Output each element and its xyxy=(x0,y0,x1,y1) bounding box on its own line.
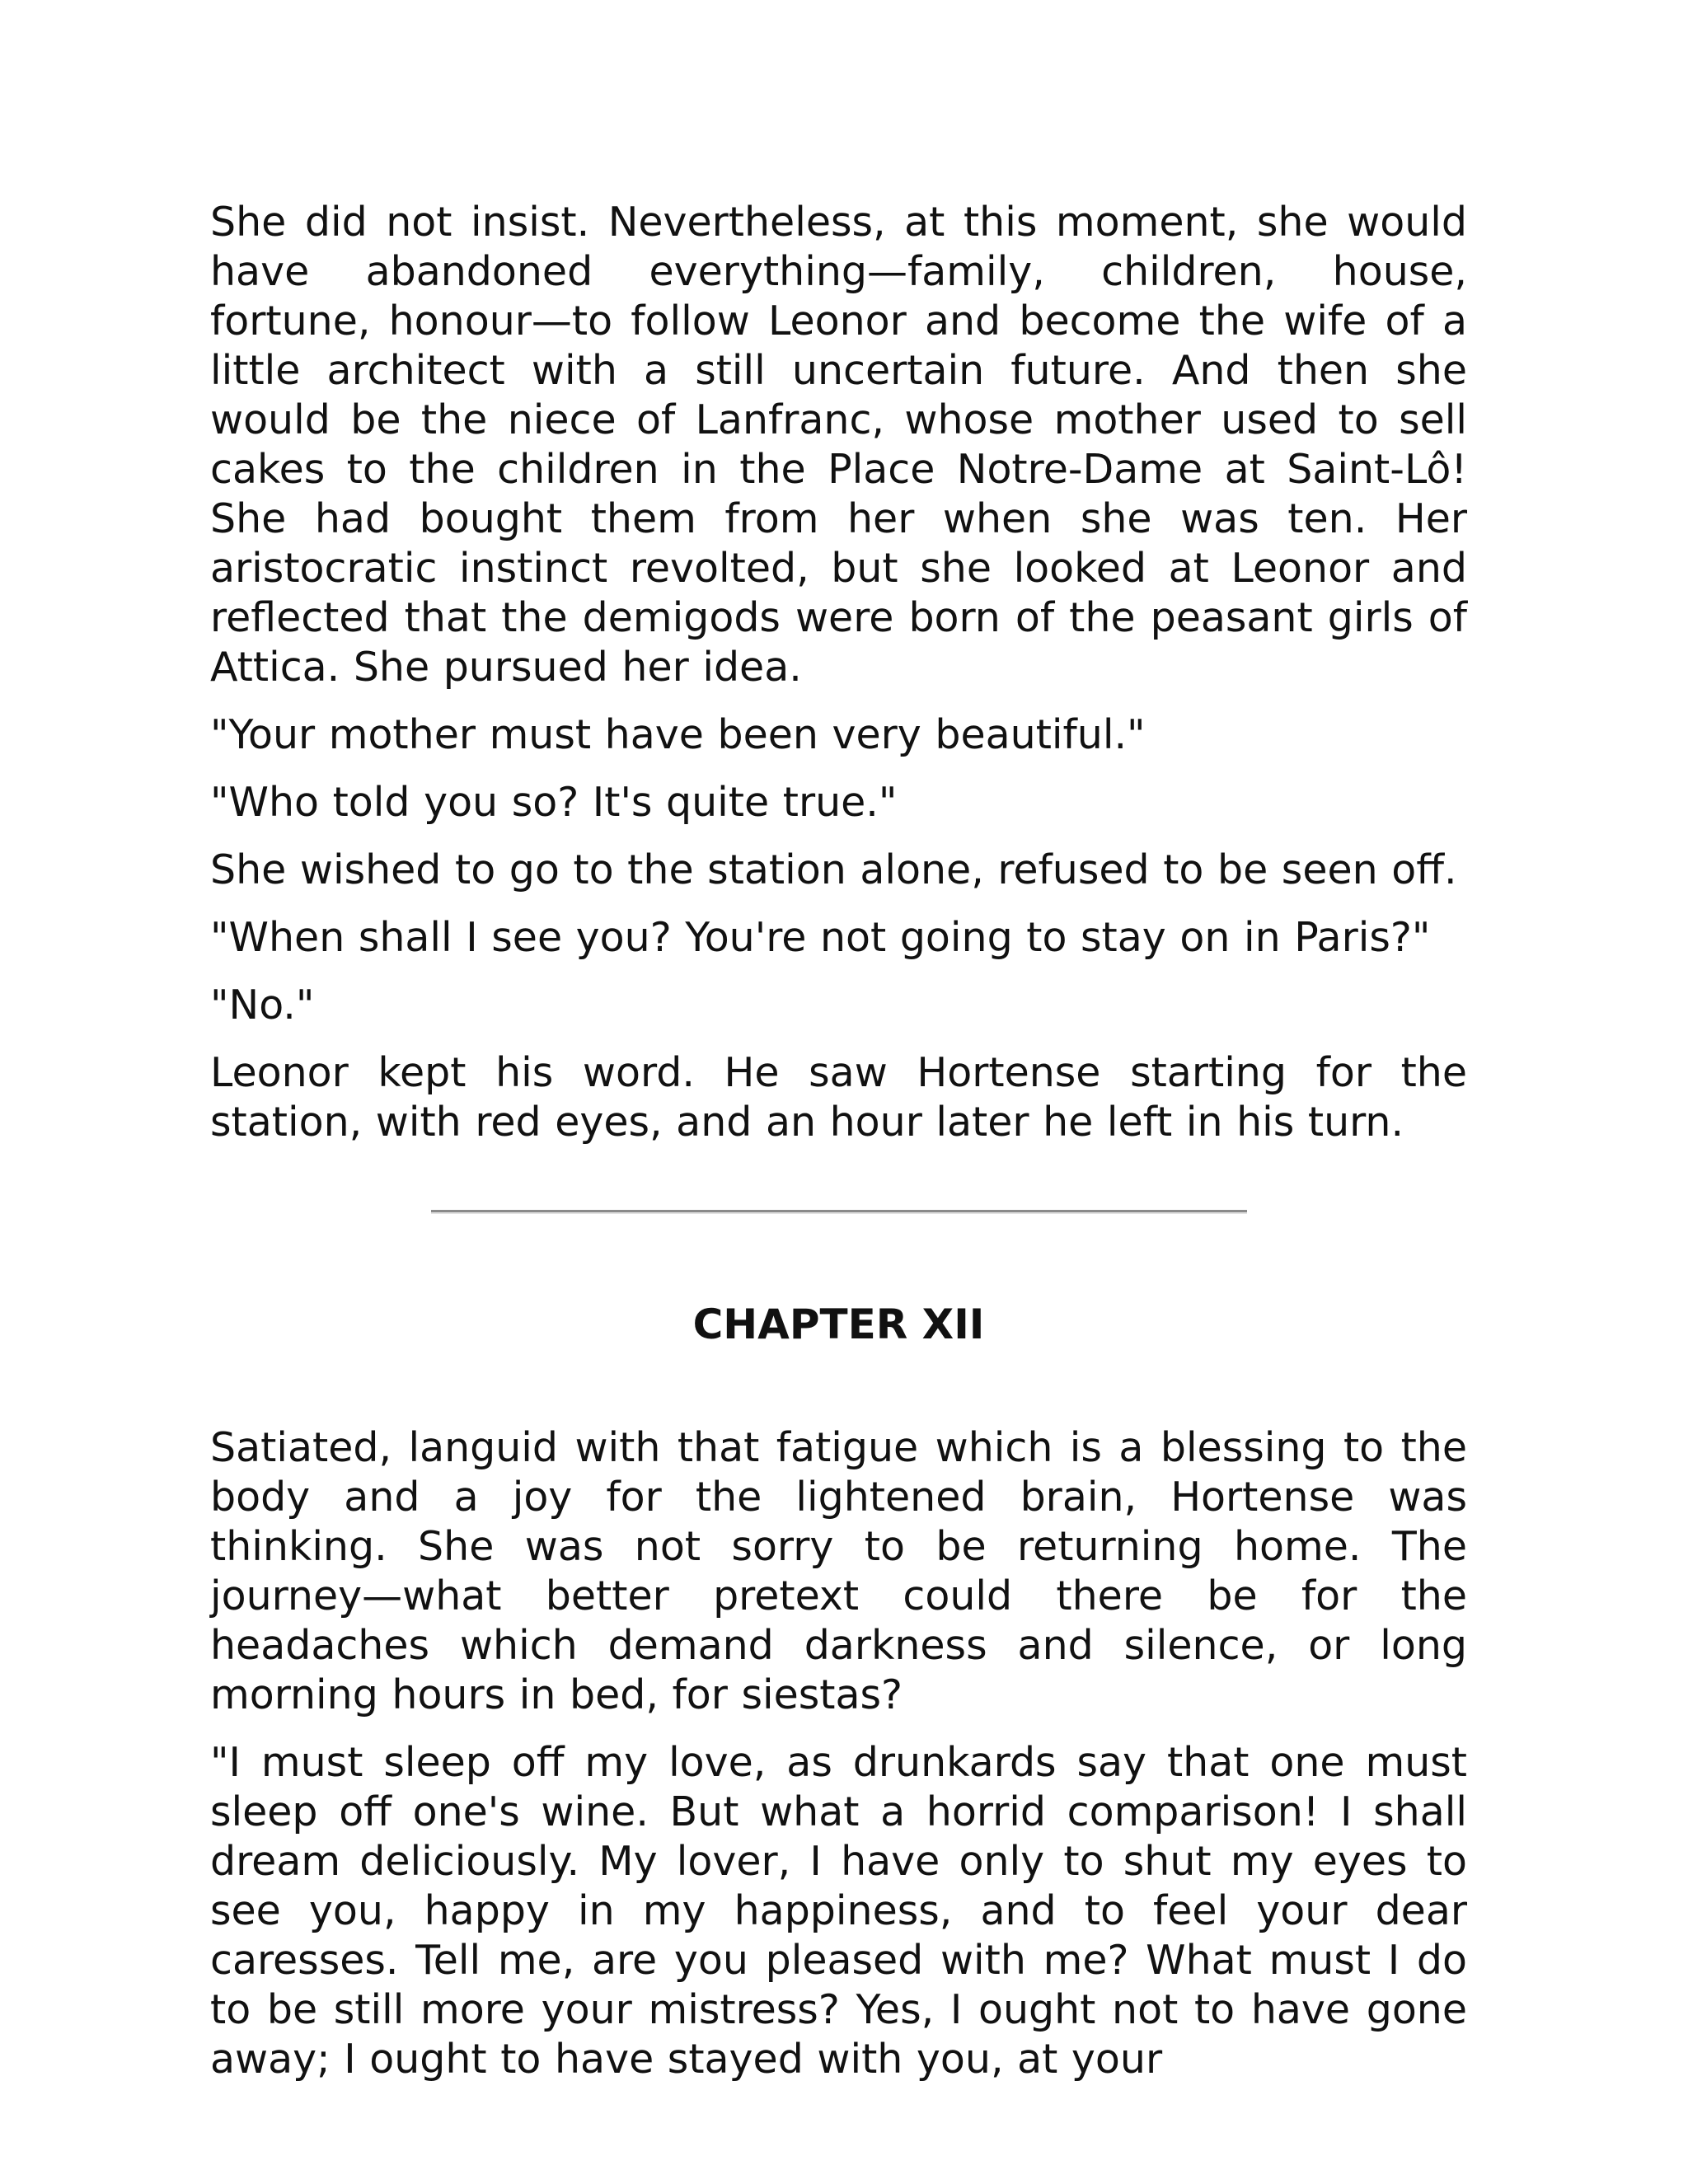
paragraph: Leonor kept his word. He saw Hortense starting for the station, with red eyes, and an hour later he left in his turn. xyxy=(210,1049,1467,1146)
paragraph: "No." xyxy=(210,982,315,1029)
chapter-title: CHAPTER XII xyxy=(692,1301,985,1348)
paragraph: She wished to go to the station alone, refused to be seen off. xyxy=(210,846,1457,893)
paragraph: She did not insist. Nevertheless, at this moment, she would have abandoned everything—family, children, house, fortune, honour—to follow Leonor and become the wife of a little architect with a still uncertain future. And then she would be the niece of Lanfranc, whose mother used to sell cakes to the children in the Place Notre-Dame at Saint-Lô! She had bought them from her when she was ten. Her aristocratic instinct revolted, but she looked at Leonor and reflected that the demigods were born of the peasant girls of Attica. She pursued her idea. xyxy=(210,199,1467,691)
paragraph: "Who told you so? It's quite true." xyxy=(210,779,898,826)
paragraph: "When shall I see you? You're not going to stay on in Paris?" xyxy=(210,914,1431,961)
paragraph: Satiated, languid with that fatigue which is a blessing to the body and a joy for the lightened brain, Hortense was thinking. She was not sorry to be returning home. The journey—what better pretext could there be for the headaches which demand darkness and silence, or long morning hours in bed, for siestas? xyxy=(210,1424,1467,1718)
paragraph: "Your mother must have been very beautiful." xyxy=(210,711,1146,758)
page-content xyxy=(210,198,1467,2102)
paragraph: "I must sleep off my love, as drunkards say that one must sleep off one's wine. But what a horrid comparison! I shall dream deliciously. My lover, I have only to shut my eyes to see you, happy in my happiness, and to feel your dear caresses. Tell me, are you pleased with me? What must I do to be still more your mistress? Yes, I ought not to have gone away; I ought to have stayed with you, at your xyxy=(210,1739,1467,2083)
section-divider xyxy=(431,1210,1247,1214)
